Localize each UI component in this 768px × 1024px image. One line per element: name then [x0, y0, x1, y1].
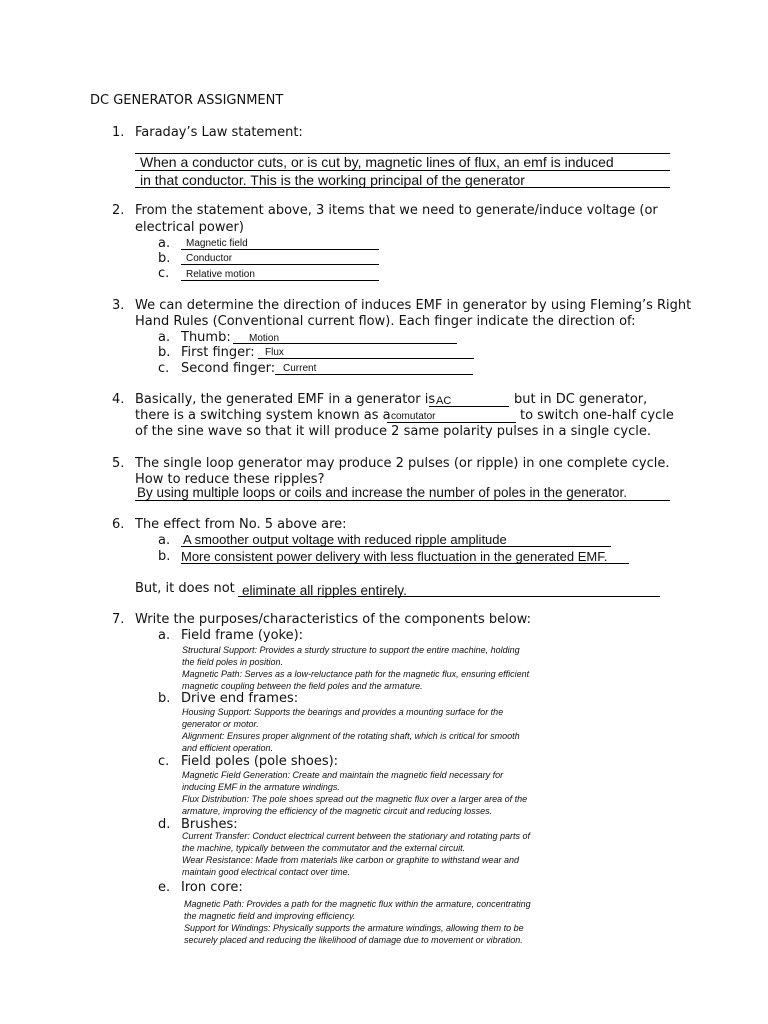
q3-item-c-marker: c.	[158, 361, 170, 376]
q2-item-c-line	[181, 280, 379, 281]
q7-c-note1: Magnetic Field Generation: Create and maintain the magnetic field necessary for	[182, 770, 504, 780]
q7-c-marker: c.	[158, 754, 170, 769]
q3-text-line2: Hand Rules (Conventional current flow). Each finger indicate the direction of:	[135, 314, 636, 329]
q7-a-marker: a.	[158, 628, 171, 643]
q2-item-a-answer[interactable]: Magnetic field	[186, 238, 248, 249]
q5-text-line2: How to reduce these ripples?	[135, 472, 325, 487]
q7-b-note1: Housing Support: Supports the bearings and provides a mounting surface for the	[182, 707, 504, 717]
q4-answer-ac[interactable]: AC	[436, 395, 452, 407]
q2-item-b-line	[181, 264, 379, 265]
q4-text-a: Basically, the generated EMF in a generator is	[135, 392, 436, 407]
q3-item-c-label: Second finger:	[181, 361, 276, 376]
q7-b-note3: Alignment: Ensures proper alignment of the rotating shaft, which is critical for smooth	[182, 731, 520, 741]
q5-number: 5.	[112, 456, 125, 471]
q6-item-a-line	[181, 546, 611, 547]
q6-item-b-answer[interactable]: More consistent power delivery with less fluctuation in the generated EMF.	[181, 549, 608, 564]
q6-but-answer[interactable]: eliminate all ripples entirely.	[242, 583, 407, 598]
q3-text-line1: We can determine the direction of induces EMF in generator by using Fleming’s Right	[135, 298, 692, 313]
q1-text: Faraday’s Law statement:	[135, 125, 303, 140]
q1-number: 1.	[112, 125, 125, 140]
q5-answer-line	[135, 500, 670, 501]
q7-a-note4: magnetic coupling between the field poles and the armature.	[182, 681, 423, 691]
q1-line-mid	[135, 170, 670, 171]
q3-item-a-line	[233, 343, 457, 344]
q6-but-text: But, it does not	[135, 581, 235, 596]
q1-line-bottom	[135, 187, 670, 188]
q6-text: The effect from No. 5 above are:	[135, 517, 347, 532]
q3-item-a-label: Thumb:	[181, 330, 231, 345]
q2-item-c-marker: c.	[158, 266, 170, 281]
q7-e-note3: Support for Windings: Physically supports the armature windings, allowing them to be	[184, 923, 524, 933]
q7-a-name: Field frame (yoke):	[181, 628, 304, 643]
q4-text-c: there is a switching system known as a	[135, 408, 391, 423]
document-title: DC GENERATOR ASSIGNMENT	[90, 93, 284, 108]
q2-item-a-line	[181, 249, 379, 250]
q7-d-marker: d.	[158, 817, 171, 832]
q3-item-c-answer[interactable]: Current	[283, 363, 317, 374]
q7-d-note3: Wear Resistance: Made from materials like carbon or graphite to withstand wear and	[182, 855, 519, 865]
q3-item-a-marker: a.	[158, 330, 171, 345]
q1-answer-line1[interactable]: When a conductor cuts, or is cut by, magnetic lines of flux, an emf is induced	[140, 154, 614, 170]
q7-c-note2: inducing EMF in the armature windings.	[182, 782, 340, 792]
q6-item-b-marker: b.	[158, 549, 171, 564]
q7-d-note1: Current Transfer: Conduct electrical current between the stationary and rotating parts of	[182, 831, 531, 841]
q1-answer-line2[interactable]: in that conductor. This is the working principal of the generator	[140, 172, 525, 188]
q3-item-b-answer[interactable]: Flux	[265, 347, 284, 358]
q7-d-note2: the machine, typically between the commutator and the external circuit.	[182, 843, 466, 853]
q3-item-b-marker: b.	[158, 345, 171, 360]
q6-item-b-line	[181, 563, 629, 564]
q2-item-b-answer[interactable]: Conductor	[186, 253, 233, 264]
q6-number: 6.	[112, 517, 125, 532]
q2-text-line2: electrical power)	[135, 220, 244, 235]
q7-d-name: Brushes:	[181, 817, 238, 832]
q4-text-b: but in DC generator,	[514, 392, 648, 407]
q3-item-b-line	[258, 358, 474, 359]
q7-c-name: Field poles (pole shoes):	[181, 754, 339, 769]
q4-answer-commutator[interactable]: comutator	[391, 411, 436, 422]
q7-e-note1: Magnetic Path: Provides a path for the magnetic flux within the armature, concentrating	[184, 899, 531, 909]
q3-item-c-line	[275, 374, 473, 375]
q7-b-note4: and efficient operation.	[182, 743, 274, 753]
q7-number: 7.	[112, 612, 125, 627]
q7-e-note4: securely placed and reducing the likelihood of damage due to movement or vibration.	[184, 935, 523, 945]
q7-c-note4: armature, improving the efficiency of the magnetic circuit and reducing losses.	[182, 806, 493, 816]
q6-item-a-marker: a.	[158, 533, 171, 548]
q2-number: 2.	[112, 203, 125, 218]
q4-answer-commutator-line	[387, 422, 516, 423]
q4-answer-ac-line	[429, 406, 509, 407]
q2-item-a-marker: a.	[158, 236, 171, 251]
q4-number: 4.	[112, 392, 125, 407]
q7-e-marker: e.	[158, 880, 171, 895]
q4-text-d: to switch one-half cycle	[520, 408, 674, 423]
q3-item-b-label: First finger:	[181, 345, 255, 360]
q7-a-note3: Magnetic Path: Serves as a low-reluctance path for the magnetic flux, ensuring efficient	[182, 669, 530, 679]
q7-b-marker: b.	[158, 691, 171, 706]
q7-a-note2: the field poles in position.	[182, 657, 284, 667]
q2-item-b-marker: b.	[158, 251, 171, 266]
q7-b-name: Drive end frames:	[181, 691, 299, 706]
q6-item-a-answer[interactable]: A smoother output voltage with reduced ripple amplitude	[183, 532, 507, 547]
q7-e-name: Iron core:	[181, 880, 243, 895]
q7-text: Write the purposes/characteristics of the components below:	[135, 612, 531, 627]
q2-text-line1: From the statement above, 3 items that we need to generate/induce voltage (or	[135, 203, 658, 218]
q4-text-e: of the sine wave so that it will produce 2 same polarity pulses in a single cycle.	[135, 424, 651, 439]
q3-item-a-answer[interactable]: Motion	[249, 333, 280, 344]
q5-text-line1: The single loop generator may produce 2 pulses (or ripple) in one complete cycle.	[135, 456, 670, 471]
q7-b-note2: generator or motor.	[182, 719, 259, 729]
q6-but-line	[238, 596, 660, 597]
q7-c-note3: Flux Distribution: The pole shoes spread out the magnetic flux over a larger area of the	[182, 794, 528, 804]
q5-answer[interactable]: By using multiple loops or coils and increase the number of poles in the generator.	[137, 485, 628, 500]
q7-e-note2: the magnetic field and improving efficiency.	[184, 911, 356, 921]
q7-a-note1: Structural Support: Provides a sturdy structure to support the entire machine, holding	[182, 645, 520, 655]
q2-item-c-answer[interactable]: Relative motion	[186, 269, 255, 280]
q3-number: 3.	[112, 298, 125, 313]
q7-d-note4: maintain good electrical contact over time.	[182, 867, 351, 877]
